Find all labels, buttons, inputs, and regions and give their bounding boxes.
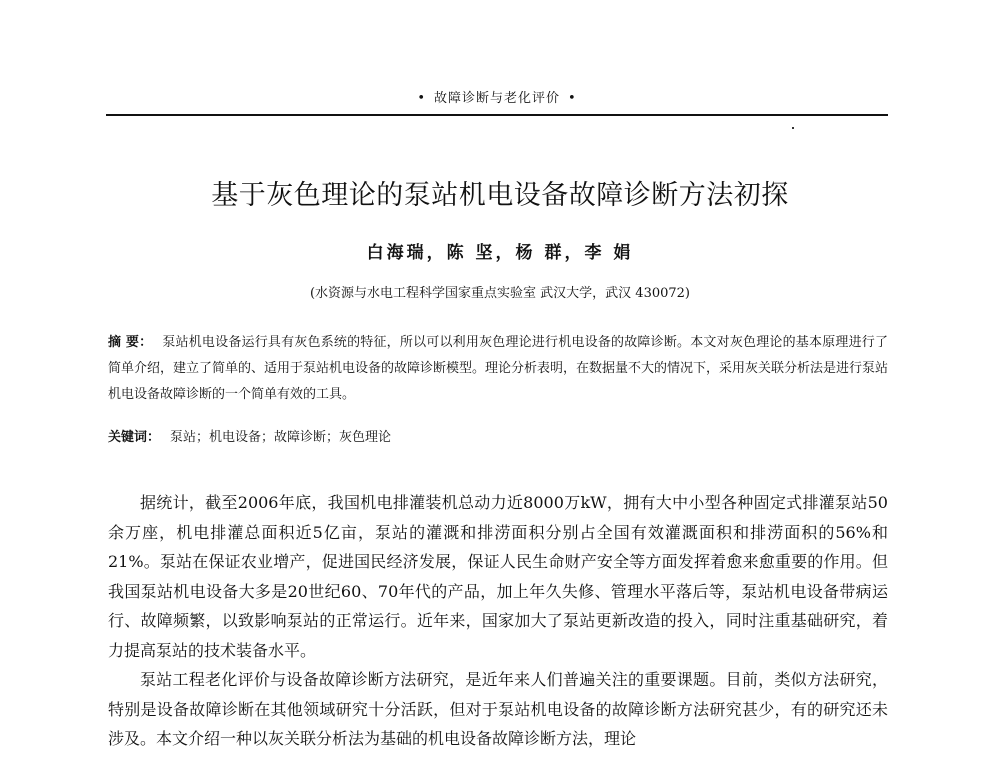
paper-affiliation: (水资源与水电工程科学国家重点实验室 武汉大学，武汉 430072) (309, 286, 691, 301)
abstract (108, 330, 888, 408)
scan-speck (792, 127, 794, 129)
body-text (108, 488, 888, 754)
running-header (106, 88, 888, 110)
keywords-label: 关键词： (108, 430, 161, 445)
abstract-label: 摘 要： (108, 335, 153, 350)
header-bullet-right: • (568, 91, 577, 106)
body-paragraph: 据统计，截至2006年底，我国机电排灌装机总动力近8000万kW，拥有大中小型各种固定式排灌泵站50余万座，机电排灌总面积近5亿亩，泵站的灌溉和排涝面积分别占全国有效灌溉面积和排涝面积的56%和21%。泵站在保证农业增产，促进国民经济发展，保证人民生命财产安全等方面发挥着愈来愈重要的作用。但我国泵站机电设备大多是20世纪60、70年代的产品，加上年久失修、管理水平落后等，泵站机电设备带病运行、故障频繁，以致影响泵站的正常运行。近年来，国家加大了泵站更新改造的投入，同时注重基础研究，着力提高泵站的技术装备水平。 (108, 493, 888, 660)
body-paragraph: 泵站工程老化评价与设备故障诊断方法研究，是近年来人们普遍关注的重要课题。目前，类似方法研究，特别是设备故障诊断在其他领域研究十分活跃，但对于泵站机电设备的故障诊断方法研究甚少，有的研究还未涉及。本文介绍一种以灰关联分析法为基础的机电设备故障诊断方法，理论 (108, 670, 888, 748)
header-section-title: 故障诊断与老化评价 (433, 91, 560, 106)
paper-authors: 白海瑞，陈 坚，杨 群，李 娟 (366, 243, 634, 263)
keywords (108, 427, 888, 449)
header-bullet-left: • (417, 91, 426, 106)
paper-title: 基于灰色理论的泵站机电设备故障诊断方法初探 (211, 180, 789, 211)
header-rule (106, 114, 888, 116)
abstract-text: 泵站机电设备运行具有灰色系统的特征，所以可以利用灰色理论进行机电设备的故障诊断。本文对灰色理论的基本原理进行了简单介绍，建立了简单的、适用于泵站机电设备的故障诊断模型。理论分析表明，在数据量不大的情况下，采用灰关联分析法是进行泵站机电设备故障诊断的一个简单有效的工具。 (108, 335, 889, 402)
keywords-text: 泵站；机电设备；故障诊断；灰色理论 (170, 430, 392, 445)
